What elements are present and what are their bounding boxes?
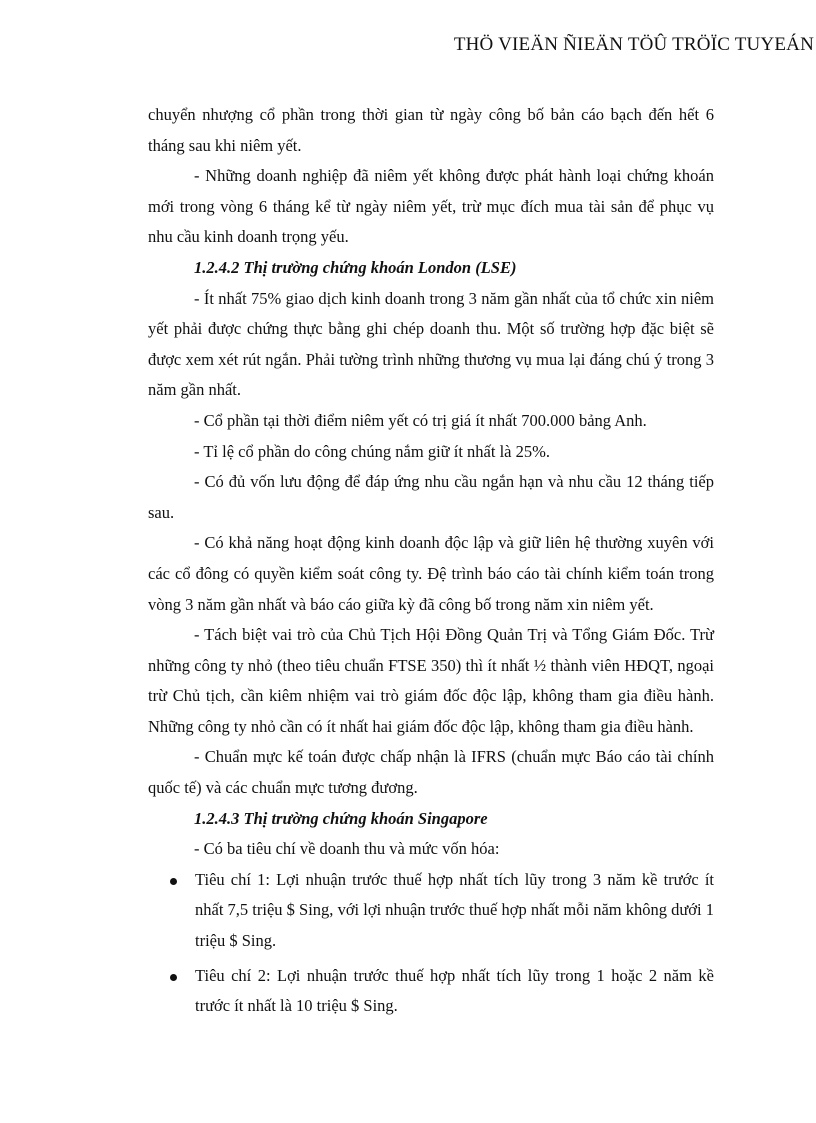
list-item-text: Tiêu chí 1: Lợi nhuận trước thuế hợp nhất tích lũy trong 3 năm kề trước ít nhất 7,5 triệu $ Sing, với lợi nhuận trước thuế hợp nhất mỗi năm không dưới 1 triệu $ Sing.	[195, 869, 714, 951]
paragraph: - Ít nhất 75% giao dịch kinh doanh trong 3 năm gần nhất của tổ chức xin niêm yết phải được chứng thực bằng ghi chép doanh thu. Một số trường hợp đặc biệt sẽ được xem xét rút ngắn. Phải tường trình những thương vụ mua lại đáng chú ý trong 3 năm gần nhất.	[148, 288, 714, 400]
paragraph: - Chuẩn mực kế toán được chấp nhận là IFRS (chuẩn mực Báo cáo tài chính quốc tế) và các chuẩn mực tương đương.	[148, 747, 714, 798]
paragraph: - Có khả năng hoạt động kinh doanh độc lập và giữ liên hệ thường xuyên với các cổ đông có quyền kiểm soát công ty. Đệ trình báo cáo tài chính kiểm toán trong vòng 3 năm gần nhất và báo cáo giữa kỳ đã công bố trong năm xin niêm yết.	[148, 533, 714, 614]
paragraph: - Những doanh nghiệp đã niêm yết không được phát hành loại chứng khoán mới trong vòng 6 tháng kể từ ngày niêm yết, trừ mục đích mua tài sản để phục vụ nhu cầu kinh doanh trọng yếu.	[148, 166, 714, 247]
bullet-icon	[170, 878, 177, 885]
list-item-text: Tiêu chí 2: Lợi nhuận trước thuế hợp nhất tích lũy trong 1 hoặc 2 năm kề trước ít nhất là 10 triệu $ Sing.	[195, 965, 714, 1016]
bullet-icon	[170, 974, 177, 981]
page-header: THÖ VIEÄN ÑIEÄN TÖÛ TRÖÏC TUYEÁN	[453, 34, 814, 55]
list-item	[148, 961, 714, 1022]
list-item	[148, 865, 714, 957]
paragraph: - Cổ phần tại thời điểm niêm yết có trị giá ít nhất 700.000 bảng Anh.	[194, 410, 647, 430]
paragraph: chuyển nhượng cổ phần trong thời gian từ ngày công bố bản cáo bạch đến hết 6 tháng sau khi niêm yết.	[148, 105, 714, 155]
section-heading-singapore: 1.2.4.3 Thị trường chứng khoán Singapore	[194, 808, 488, 828]
paragraph: - Có đủ vốn lưu động để đáp ứng nhu cầu ngắn hạn và nhu cầu 12 tháng tiếp sau.	[148, 472, 714, 522]
criteria-list	[148, 865, 714, 1022]
paragraph: - Tách biệt vai trò của Chủ Tịch Hội Đồng Quản Trị và Tổng Giám Đốc. Trừ những công ty nhỏ (theo tiêu chuẩn FTSE 350) thì ít nhất ½ thành viên HĐQT, ngoại trừ Chủ tịch, cần kiêm nhiệm vai trò giám đốc độc lập, không tham gia điều hành. Những công ty nhỏ cần có ít nhất hai giám đốc độc lập, không tham gia điều hành.	[148, 625, 714, 736]
section-heading-lse: 1.2.4.2 Thị trường chứng khoán London (LSE)	[194, 257, 517, 277]
document-body	[148, 100, 714, 1026]
paragraph: - Tỉ lệ cổ phần do công chúng nắm giữ ít nhất là 25%.	[194, 441, 550, 461]
paragraph: - Có ba tiêu chí về doanh thu và mức vốn hóa:	[194, 839, 500, 859]
